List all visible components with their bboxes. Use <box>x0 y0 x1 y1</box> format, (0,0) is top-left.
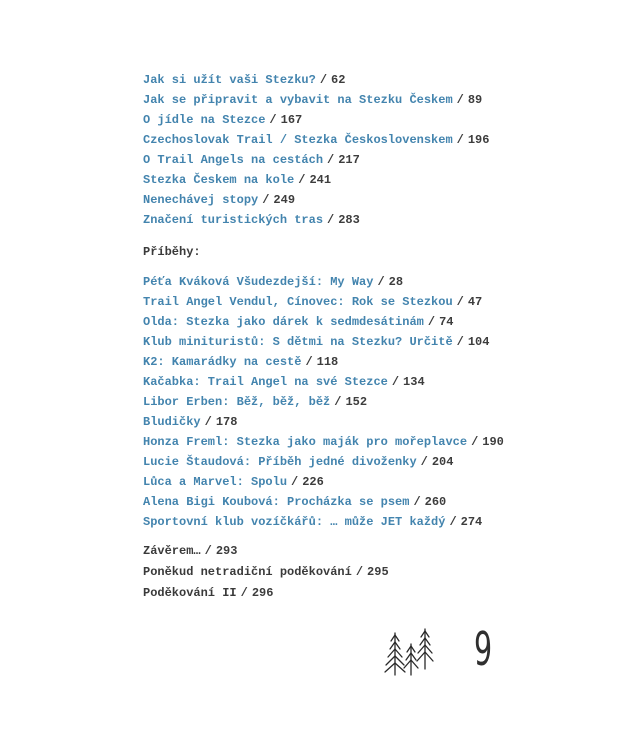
pine-trees-icon <box>381 628 435 683</box>
toc-entry <box>143 150 504 170</box>
toc-entry-page: 295 <box>367 565 389 579</box>
toc-entry-separator: / <box>391 375 400 389</box>
toc-entry-separator: / <box>327 213 335 227</box>
toc-entry <box>143 170 504 190</box>
toc-entry <box>143 541 504 562</box>
toc-entry-separator: / <box>456 93 464 107</box>
toc-entry-title: Poněkud netradiční poděkování <box>143 565 352 579</box>
toc-entry-title: Olda: Stezka jako dárek k sedmdesátinám <box>143 315 424 329</box>
toc-entry-separator: / <box>262 193 270 207</box>
toc-entry <box>143 110 504 130</box>
toc-entry-separator: / <box>240 586 248 600</box>
toc-entry-title: Značení turistických tras <box>143 213 324 227</box>
toc-section-stories <box>143 272 504 532</box>
toc-entry-title: Trail Angel Vendul, Cínovec: Rok se Stezkou <box>143 295 453 309</box>
toc-entry-separator: / <box>204 544 212 558</box>
toc-entry-separator: / <box>204 415 212 429</box>
toc-entry-separator: / <box>456 335 464 349</box>
toc-entry-separator: / <box>305 355 313 369</box>
toc-entry-page: 283 <box>338 213 360 227</box>
toc-entry-title: Kačabka: Trail Angel na své Stezce <box>143 375 388 389</box>
toc-entry-title: O jídle na Stezce <box>143 113 266 127</box>
toc-entry-title: O Trail Angels na cestách <box>143 153 324 167</box>
toc-entry-title: K2: Kamarádky na cestě <box>143 355 302 369</box>
toc-entry-separator: / <box>377 275 385 289</box>
toc-entry <box>143 352 504 372</box>
toc-entry <box>143 452 504 472</box>
toc-entry-page: 274 <box>460 515 483 529</box>
toc-entry <box>143 130 504 150</box>
table-of-contents <box>143 70 504 604</box>
toc-entry-separator: / <box>449 515 457 529</box>
toc-entry-page: 62 <box>331 73 346 87</box>
toc-entry <box>143 583 504 604</box>
toc-entry <box>143 272 504 292</box>
toc-entry-page: 118 <box>316 355 339 369</box>
toc-entry-separator: / <box>319 73 328 87</box>
toc-entry <box>143 562 504 583</box>
toc-entry <box>143 312 504 332</box>
toc-entry <box>143 210 504 230</box>
toc-entry-title: Nenechávej stopy <box>143 193 259 207</box>
toc-entry-title: Bludičky <box>143 415 201 429</box>
toc-entry-page: 28 <box>388 275 404 289</box>
toc-entry <box>143 392 504 412</box>
toc-entry-page: 241 <box>309 173 332 187</box>
toc-entry-title: Jak se připravit a vybavit na Stezku Českem <box>143 93 453 107</box>
toc-entry-separator: / <box>413 495 421 509</box>
toc-entry-page: 74 <box>439 315 454 329</box>
toc-entry-page: 47 <box>467 295 483 309</box>
toc-entry-title: Jak si užít vaši Stezku? <box>143 73 316 87</box>
toc-entry-separator: / <box>456 295 464 309</box>
toc-entry-page: 296 <box>251 586 274 600</box>
toc-entry-separator: / <box>298 173 306 187</box>
toc-entry-page: 89 <box>467 93 483 107</box>
toc-entry-title: Klub minituristů: S dětmi na Stezku? Určitě <box>143 335 453 349</box>
toc-entry-page: 260 <box>424 495 447 509</box>
toc-entry <box>143 432 504 452</box>
toc-entry-title: Péťa Kváková Všudezdejší: My Way <box>143 275 374 289</box>
toc-entry-separator: / <box>334 395 342 409</box>
toc-entry-page: 196 <box>467 133 490 147</box>
toc-entry-page: 249 <box>273 193 296 207</box>
toc-entry-title: Lůca a Marvel: Spolu <box>143 475 288 489</box>
toc-entry-separator: / <box>327 153 335 167</box>
toc-entry-title: Lucie Štaudová: Příběh jedné divoženky <box>143 455 417 469</box>
stories-section-heading: Příběhy: <box>143 245 201 259</box>
toc-entry-page: 204 <box>431 455 454 469</box>
toc-entry-separator: / <box>427 315 436 329</box>
toc-entry-title: Alena Bigi Koubová: Procházka se psem <box>143 495 410 509</box>
toc-entry-page: 217 <box>338 153 360 167</box>
toc-entry-title: Poděkování II <box>143 586 237 600</box>
toc-entry-separator: / <box>420 455 428 469</box>
toc-entry-title: Libor Erben: Běž, běž, běž <box>143 395 331 409</box>
page-number: 9 <box>474 622 493 676</box>
toc-entry-page: 134 <box>403 375 425 389</box>
toc-entry <box>143 492 504 512</box>
toc-entry-separator: / <box>471 435 479 449</box>
toc-entry-separator: / <box>269 113 277 127</box>
toc-entry-page: 167 <box>280 113 303 127</box>
toc-entry-page: 293 <box>215 544 238 558</box>
toc-section-chapters <box>143 70 504 230</box>
toc-entry-separator: / <box>355 565 364 579</box>
toc-entry <box>143 90 504 110</box>
toc-entry-title: Honza Freml: Stezka jako maják pro mořeplavce <box>143 435 468 449</box>
toc-entry <box>143 472 504 492</box>
toc-entry-title: Czechoslovak Trail / Stezka Československem <box>143 133 453 147</box>
toc-entry-page: 178 <box>215 415 238 429</box>
toc-entry-page: 152 <box>345 395 368 409</box>
toc-entry <box>143 372 504 392</box>
toc-entry-separator: / <box>291 475 299 489</box>
toc-entry-page: 226 <box>302 475 324 489</box>
toc-entry <box>143 512 504 532</box>
toc-entry-title: Závěrem… <box>143 544 201 558</box>
toc-entry-page: 190 <box>482 435 504 449</box>
toc-entry-title: Sportovní klub vozíčkářů: … může JET každý <box>143 515 446 529</box>
toc-entry-page: 104 <box>467 335 490 349</box>
toc-entry-separator: / <box>456 133 464 147</box>
toc-entry <box>143 332 504 352</box>
toc-entry <box>143 412 504 432</box>
toc-entry-title: Stezka Českem na kole <box>143 173 295 187</box>
toc-entry <box>143 190 504 210</box>
toc-section-closing <box>143 541 504 604</box>
toc-entry <box>143 70 504 90</box>
toc-entry <box>143 292 504 312</box>
